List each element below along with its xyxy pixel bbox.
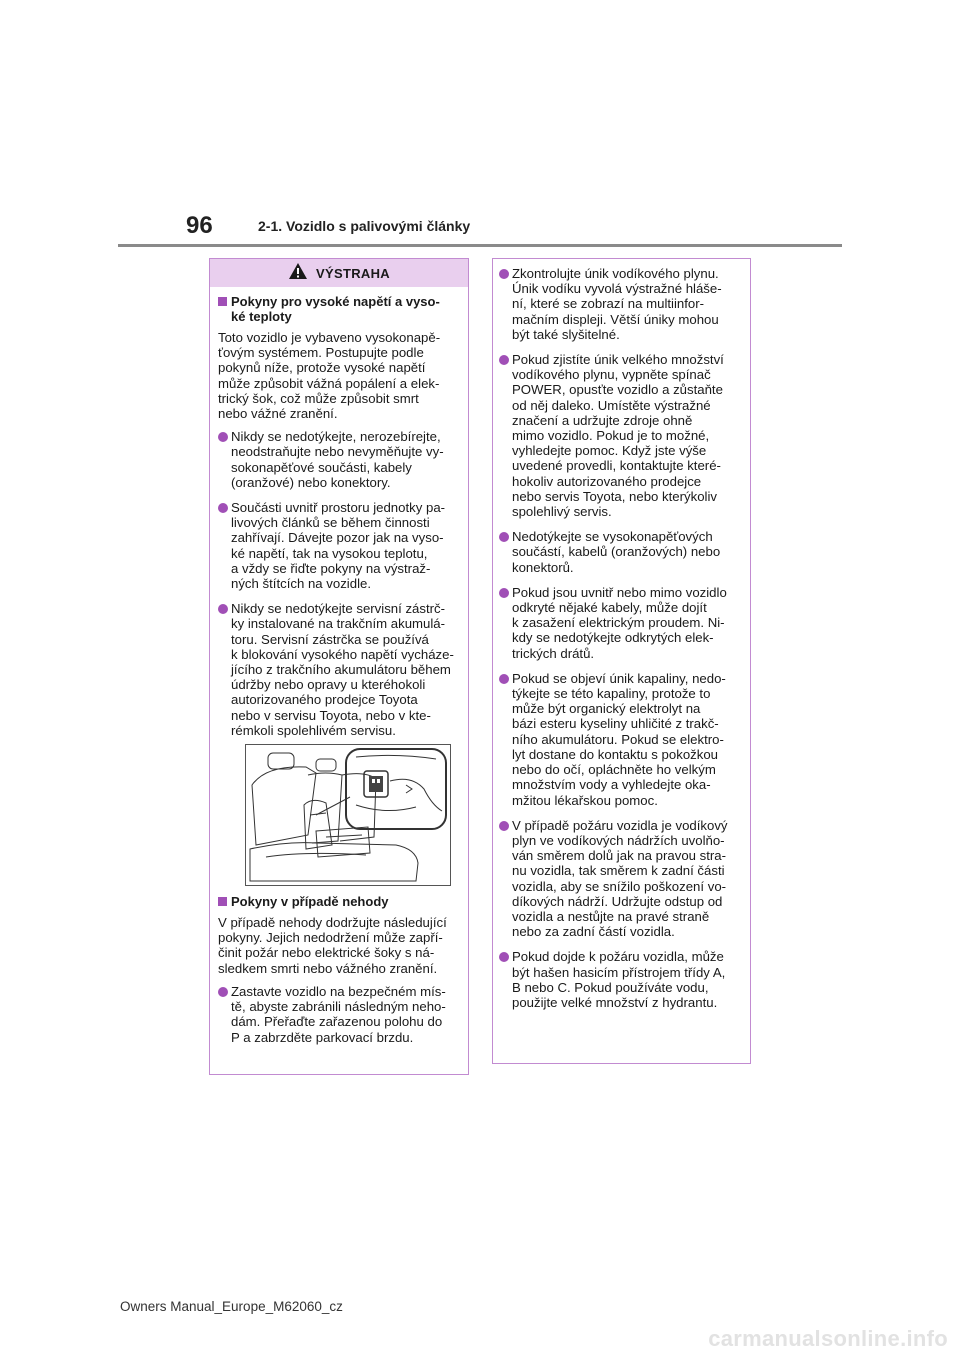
- list-item: [218, 601, 462, 738]
- page-number: 96: [186, 212, 213, 239]
- bullet-dot-icon: [218, 432, 228, 442]
- list-item-text: Zkontrolujte únik vodíkového plynu. Únik vodíku vyvolá výstražné hláše- ní, které se zobrazí na multiinfor- mačním displeji. Větší úniky mohou být také slyšitelné.: [512, 266, 722, 342]
- bullet-dot-icon: [499, 952, 509, 962]
- list-item-text: Nikdy se nedotýkejte, nerozebírejte, neodstraňujte nebo nevyměňujte vy- sokonapěťové součásti, kabely (oranžové) nebo konektory.: [231, 429, 444, 490]
- bullet-dot-icon: [499, 588, 509, 598]
- header-divider: [118, 244, 842, 247]
- warning-triangle-icon: [288, 262, 308, 285]
- bullet-dot-icon: [499, 674, 509, 684]
- bullet-dot-icon: [218, 987, 228, 997]
- service-plug-illustration: [245, 744, 451, 886]
- list-item: [499, 352, 744, 519]
- bullet-dot-icon: [499, 355, 509, 365]
- section-title: 2-1. Vozidlo s palivovými články: [258, 218, 471, 234]
- bullet-dot-icon: [499, 532, 509, 542]
- list-item-text: Pokud zjistíte únik velkého množství vodíkového plynu, vypněte spínač POWER, opusťte vozidlo a zůstaňte od něj daleko. Umístěte výstražné značení a udržujte zdroje ohně mimo vozidlo. Pokud je to možné, vyhledejte pomoc. Když jste výše uvedené provedli, kontaktujte které- hokoliv autorizovaného prodejce nebo servis Toyota, nebo kterýkoliv spolehlivý servis.: [512, 352, 724, 520]
- list-item: [499, 585, 744, 661]
- list-item: [218, 984, 462, 1045]
- list-item-text: Součásti uvnitř prostoru jednotky pa- livových článků se během činnosti zahřívají. Dávejte pozor jak na vyso- ké napětí, tak na vysokou teplotu, a vždy se řiďte pokyny na výstraž- ných štítcích na vozidle.: [231, 500, 446, 592]
- warning-title: VÝSTRAHA: [316, 265, 390, 281]
- bullet-dot-icon: [218, 503, 228, 513]
- bullet-dot-icon: [499, 821, 509, 831]
- list-item-text: Pokud dojde k požáru vozidla, může být hašen hasicím přístrojem třídy A, B nebo C. Pokud používáte vodu, použijte velké množství z hydrantu.: [512, 949, 726, 1010]
- site-watermark[interactable]: carmanualsonline.info: [708, 1326, 948, 1351]
- square-bullet-icon: [218, 297, 227, 306]
- accident-intro: V případě nehody dodržujte následující pokyny. Jejich nedodržení může zapří- činit požár nebo elektrické šoky s ná- sledkem smrti nebo vážného zranění.: [218, 915, 447, 976]
- warning-box: [209, 258, 469, 1075]
- accident-heading: [218, 894, 462, 909]
- list-item-text: Zastavte vozidlo na bezpečném mís- tě, abyste zabránili následným neho- dám. Přeřaďte zařazenou polohu do P a zabrzděte parkovací brzdu.: [231, 983, 446, 1045]
- list-item: [499, 529, 744, 575]
- list-item-text: Nedotýkejte se vysokonapěťových součástí, kabelů (oranžových) nebo konektorů.: [512, 529, 721, 575]
- warning-header: [210, 259, 468, 287]
- warning-continuation-box: [492, 258, 751, 1064]
- bullet-dot-icon: [218, 604, 228, 614]
- square-bullet-icon: [218, 897, 227, 906]
- list-item-text: Nikdy se nedotýkejte servisní zástrč- ky instalované na trakčním akumulá- toru. Servisní zástrčka se používá k blokování vysokého napětí vycháze- jícího z trakčního akumulátoru během údržby nebo opravy u kteréhokoli autorizovaného prodejce Toyota nebo v servisu Toyota, nebo v kte- rémkoli spolehlivém servisu.: [231, 601, 454, 738]
- list-item: [499, 671, 744, 808]
- bullet-dot-icon: [499, 269, 509, 279]
- list-item: [499, 266, 744, 342]
- list-item-text: Pokud se objeví únik kapaliny, nedo- týkejte se této kapaliny, protože to může být organický elektrolyt na bázi esteru kyseliny uhličité z trakč- ního akumulátoru. Pokud se elektro- lyt dostane do kontaktu s pokožkou nebo do očí, opláchněte ho velkým množstvím vody a vyhledejte oka- mžitou lékařskou pomoc.: [512, 670, 726, 808]
- document-footer: Owners Manual_Europe_M62060_cz: [120, 1299, 343, 1314]
- heading-text: Pokyny v případě nehody: [231, 894, 389, 910]
- list-item-text: V případě požáru vozidla je vodíkový plyn ve vodíkových nádržích uvolňo- ván směrem dolů jak na pravou stra- nu vozidla, tak směrem k zadní části vozidla, aby se snížilo poškození vo- díkových nádrží. Udržujte odstup od vozidla a nestůjte na pravé straně nebo za zadní částí vozidla.: [512, 817, 728, 940]
- high-voltage-heading: [218, 294, 462, 324]
- list-item: [499, 949, 744, 1010]
- heading-text: Pokyny pro vysoké napětí a vyso- ké teploty: [231, 294, 440, 324]
- list-item: [499, 818, 744, 940]
- list-item: [218, 500, 462, 591]
- list-item-text: Pokud jsou uvnitř nebo mimo vozidlo odkryté nějaké kabely, může dojít k zasažení elektrickým proudem. Ni- kdy se nedotýkejte odkrytých elek- trických drátů.: [512, 584, 727, 661]
- high-voltage-intro: Toto vozidlo je vybaveno vysokonapě- ťovým systémem. Postupujte podle pokynů níže, protože vysoké napětí může způsobit vážná popálení a elek- trický šok, což může způsobit smrt nebo vážné zranění.: [218, 330, 441, 422]
- list-item: [218, 429, 462, 490]
